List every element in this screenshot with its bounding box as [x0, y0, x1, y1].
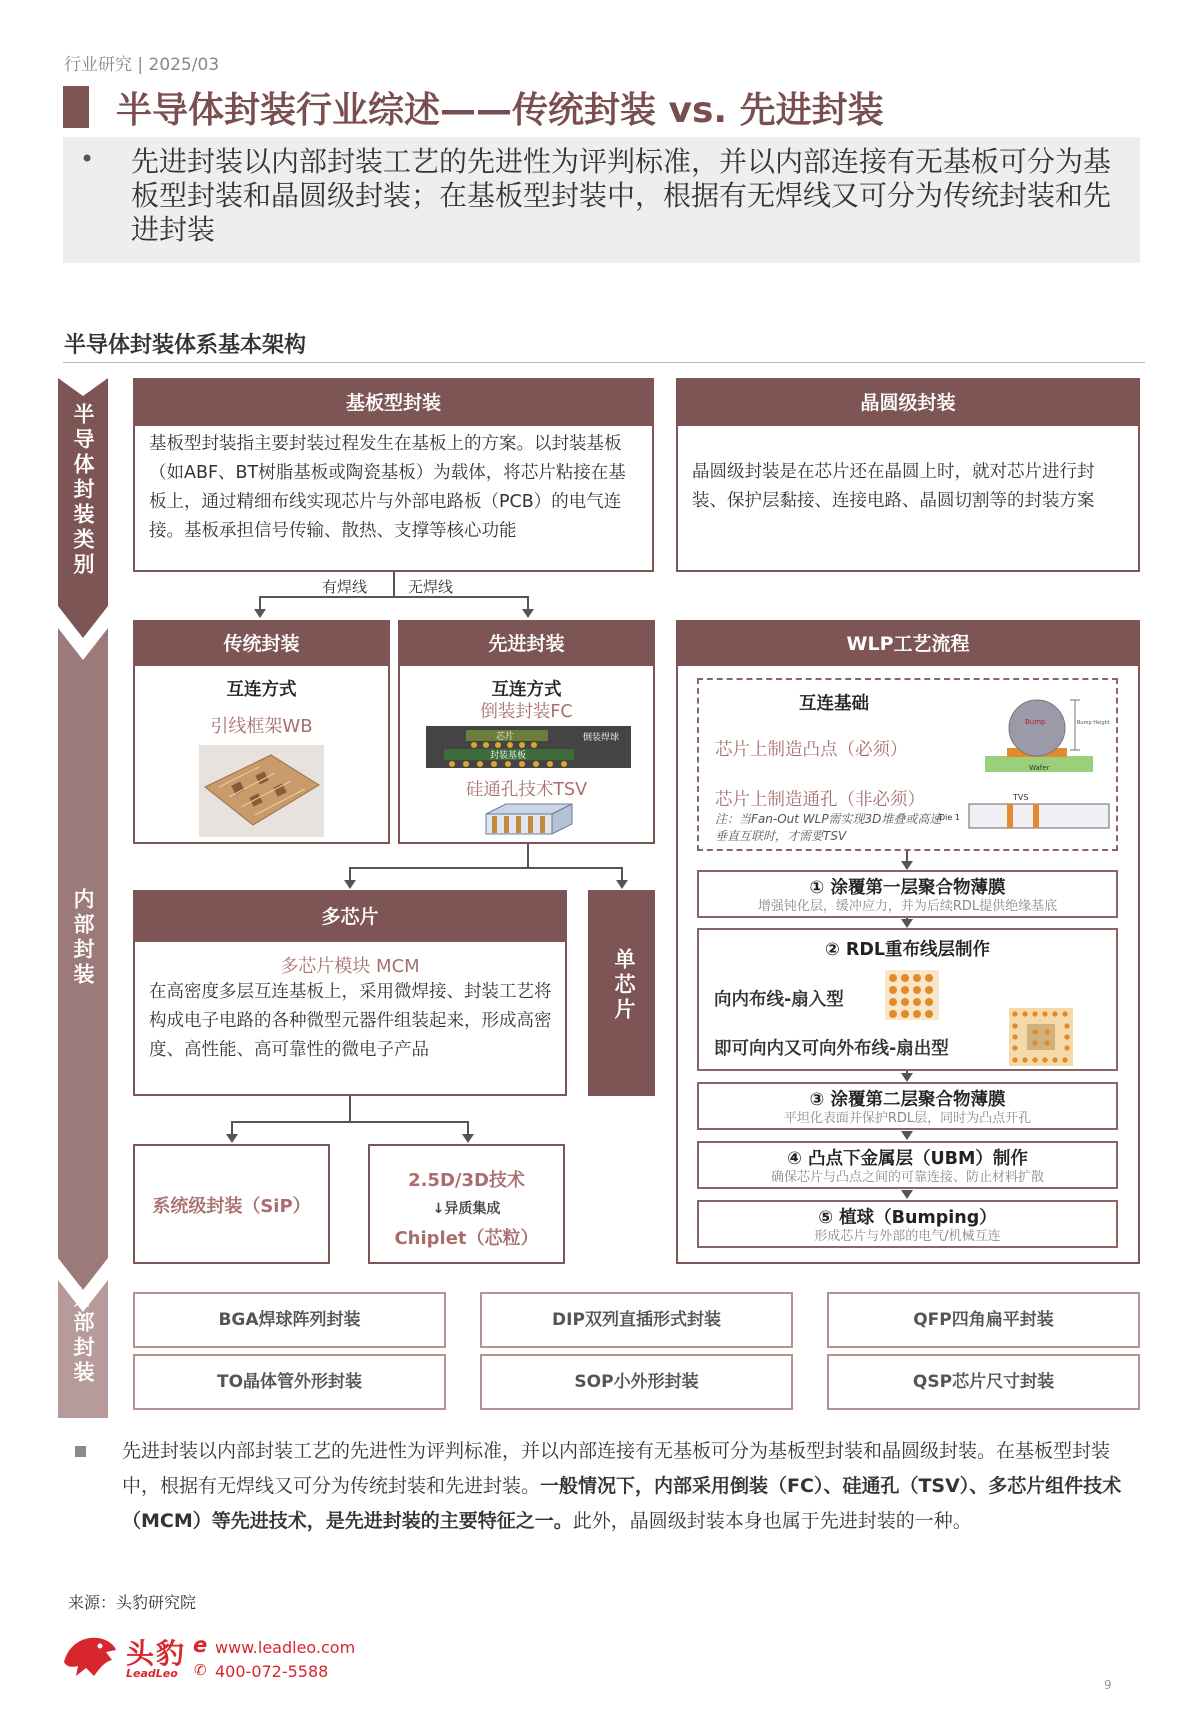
- connector: [259, 596, 529, 598]
- connector: [527, 844, 529, 868]
- page-number: 9: [1104, 1678, 1112, 1692]
- multi-chip-box: [133, 890, 567, 1096]
- arrow-head: [901, 1131, 913, 1140]
- wlp-step-4-desc: 确保芯片与凸点之间的可靠连接、防止材料扩散: [770, 1170, 1044, 1185]
- footer-bullet-marker: [75, 1446, 86, 1457]
- wlp-step-3: [697, 1082, 1118, 1130]
- fc-chip-label: 芯片: [496, 732, 515, 742]
- connector: [231, 1121, 233, 1134]
- mcm-title: 多芯片模块 MCM: [280, 956, 420, 977]
- fc-substrate-label: 封装基板: [490, 751, 527, 761]
- external-package-dip: DIP双列直插形式封装: [480, 1292, 793, 1348]
- wlp-step-1-desc: 增强钝化层，缓冲应力，并为后续RDL提供绝缘基底: [757, 899, 1058, 914]
- title-marker: [63, 86, 89, 128]
- phone-number: 400-072-5588: [215, 1662, 329, 1681]
- external-package-qsp: QSP芯片尺寸封装: [827, 1354, 1140, 1410]
- connector: [621, 867, 623, 880]
- footer-text-normal: 先进封装以内部封装工艺的先进性为评判标准，并以内部连接有无基板可分为基板型封装和晶圆级封装。在基板型封装中，根据有无焊线又可分为传统封装和先进封装。: [122, 1440, 1111, 1497]
- tsv-die-figure: [937, 790, 1117, 834]
- footer-text-bold: 一般情况下，内部采用倒装（FC）、硅通孔（TSV）、多芯片组件技术（MCM）等先进技术，是先进封装的主要特征之一。: [122, 1475, 1122, 1532]
- via-optional: 芯片上制造通孔（非必须）: [715, 790, 925, 810]
- tsv-note: 注：当Fan-Out WLP需实现3D堆叠或高速垂直互联时，才需要TSV: [715, 812, 942, 843]
- connector: [349, 867, 623, 869]
- section-divider: [63, 362, 1145, 363]
- summary-text: 先进封装以内部封装工艺的先进性为评判标准，并以内部连接有无基板可分为基板型封装和晶圆级封装；在基板型封装中，根据有无焊线又可分为传统封装和先进封装: [131, 145, 1112, 246]
- wlp-step-4: [697, 1141, 1118, 1189]
- bump-required: 芯片上制造凸点（必须）: [715, 740, 908, 760]
- connector: [231, 1121, 469, 1123]
- wire-bonding-label: 引线框架WB: [210, 716, 313, 737]
- chiplet-label: Chiplet（芯粒）: [394, 1228, 539, 1249]
- bump-fig-bump: Bump: [1025, 718, 1046, 726]
- single-chip-label: 单芯片: [612, 948, 636, 1023]
- bump-fig-height: Bump Height: [1077, 720, 1110, 726]
- flip-chip-figure: [426, 726, 631, 772]
- source-note: 来源：头豹研究院: [68, 1593, 197, 1612]
- brand-name-en: LeadLeo: [126, 1667, 178, 1680]
- tsv-label: 硅通孔技术TSV: [465, 780, 588, 800]
- summary-panel: [63, 137, 1140, 263]
- connector: [349, 1096, 351, 1122]
- phone-icon: ✆: [194, 1661, 207, 1679]
- die-fig-label: Die 1: [939, 813, 960, 822]
- arrow-head: [901, 861, 913, 870]
- wlp-step-3-title: ③ 涂覆第二层聚合物薄膜: [809, 1090, 1006, 1110]
- mcm-desc: 在高密度多层互连基板上，采用微焊接、封装工艺将构成电子电路的各种微型元器件组装起来，形成高密度、高性能、高可靠性的微电子产品: [149, 982, 552, 1060]
- heterogeneous-integration: ↓异质集成: [432, 1201, 501, 1217]
- external-package-qfp: QFP四角扁平封装: [827, 1292, 1140, 1348]
- wlp-step-5-desc: 形成芯片与外部的电气/机械互连: [814, 1229, 1001, 1244]
- multi-chip-title: 多芯片: [135, 892, 565, 942]
- side-label-internal: 内部封装: [71, 888, 95, 988]
- traditional-interconnect-label: 互连方式: [226, 680, 297, 700]
- fan-out-label: 即可向内又可向外布线-扇出型: [714, 1039, 949, 1059]
- wlp-process-title: WLP工艺流程: [678, 622, 1138, 666]
- brand-name: 头豹: [126, 1637, 187, 1670]
- sip-label: 系统级封装（SiP）: [152, 1196, 311, 1217]
- connector: [467, 1121, 469, 1134]
- tsv-figure: [482, 802, 576, 836]
- substrate-package-desc: 基板型封装指主要封装过程发生在基板上的方案。以封装基板（如ABF、BT树脂基板或陶瓷基板）为载体，将芯片粘接在基板上，通过精细布线实现芯片与外部电路板（PCB）的电气连接。基板承担信号传输、散热、支撑等核心功能: [149, 434, 626, 541]
- interconnect-basis-title: 互连基础: [799, 694, 869, 714]
- sip-box: [133, 1144, 330, 1264]
- summary-bullet: •: [80, 145, 95, 173]
- fan-out-pattern: [1009, 1008, 1073, 1066]
- advanced-package-title: 先进封装: [400, 622, 653, 666]
- connector: [349, 867, 351, 880]
- tech-25d-title: 2.5D/3D技术: [408, 1170, 525, 1191]
- external-package-sop: SOP小外形封装: [480, 1354, 793, 1410]
- external-package-bga: BGA焊球阵列封装: [133, 1292, 446, 1348]
- substrate-package-title: 基板型封装: [135, 380, 652, 426]
- bump-fig-wafer: Wafer: [1029, 764, 1050, 772]
- fc-bump-label: 倒装焊球: [583, 733, 620, 743]
- arrow-head: [522, 609, 534, 618]
- arrow-head: [901, 1190, 913, 1199]
- section-title: 半导体封装体系基本架构: [64, 333, 307, 358]
- side-label-category: 半导体封装类别: [71, 403, 95, 578]
- wafer-level-desc: 晶圆级封装是在芯片还在晶圆上时，就对芯片进行封装、保护层黏接、连接电路、晶圆切割等的封装方案: [692, 462, 1095, 511]
- flip-chip-label: 倒装封装FC: [480, 702, 573, 722]
- wlp-step-4-title: ④ 凸点下金属层（UBM）制作: [787, 1149, 1028, 1169]
- arrow-head: [901, 919, 913, 928]
- leadleo-logo-icon: [60, 1632, 118, 1680]
- fan-in-label: 向内布线-扇入型: [714, 990, 844, 1010]
- arrow-head: [254, 609, 266, 618]
- connector: [259, 596, 261, 609]
- wlp-step-1-title: ① 涂覆第一层聚合物薄膜: [809, 878, 1006, 898]
- substrate-package-box: [133, 378, 654, 572]
- page-title: 半导体封装行业综述——传统封装 vs. 先进封装: [116, 90, 884, 131]
- bump-figure: [975, 698, 1110, 778]
- wlp-step-2-title: ② RDL重布线层制作: [824, 940, 991, 960]
- connector: [527, 596, 529, 609]
- tech-25d-box: [368, 1144, 565, 1264]
- wafer-level-title: 晶圆级封装: [678, 380, 1138, 426]
- footer-paragraph: [122, 1434, 1144, 1539]
- wlp-step-3-desc: 平坦化表面并保护RDL层，同时为凸点开孔: [783, 1111, 1032, 1126]
- wlp-step-2: [697, 928, 1118, 1071]
- arrow-head: [616, 880, 628, 889]
- report-meta: 行业研究 | 2025/03: [64, 55, 220, 75]
- traditional-package-box: [133, 620, 390, 844]
- external-package-to: TO晶体管外形封装: [133, 1354, 446, 1410]
- wlp-step-5-title: ⑤ 植球（Bumping）: [818, 1208, 997, 1228]
- wlp-step-5: [697, 1200, 1118, 1248]
- side-label-external: 外部封装: [71, 1286, 95, 1386]
- arrow-head: [226, 1134, 238, 1143]
- interconnect-basis-box: [697, 678, 1118, 851]
- traditional-package-title: 传统封装: [135, 622, 388, 666]
- branch-label-with-wire: 有焊线: [322, 578, 368, 596]
- branch-label-without-wire: 无焊线: [408, 578, 454, 596]
- web-icon: e: [193, 1633, 208, 1657]
- tsv-fig-label: TVS: [1013, 793, 1029, 802]
- arrow-head: [901, 1073, 913, 1082]
- wlp-step-1: [697, 870, 1118, 918]
- wafer-level-box: [676, 378, 1140, 572]
- arrow-head: [462, 1134, 474, 1143]
- lead-frame-image: [199, 745, 324, 837]
- connector: [393, 572, 395, 597]
- website: www.leadleo.com: [215, 1638, 356, 1657]
- fan-in-pattern: [885, 970, 939, 1020]
- advanced-interconnect-label: 互连方式: [491, 680, 562, 700]
- arrow-head: [344, 880, 356, 889]
- footer-text-tail: 此外，晶圆级封装本身也属于先进封装的一种。: [572, 1510, 972, 1532]
- advanced-package-box: [398, 620, 655, 844]
